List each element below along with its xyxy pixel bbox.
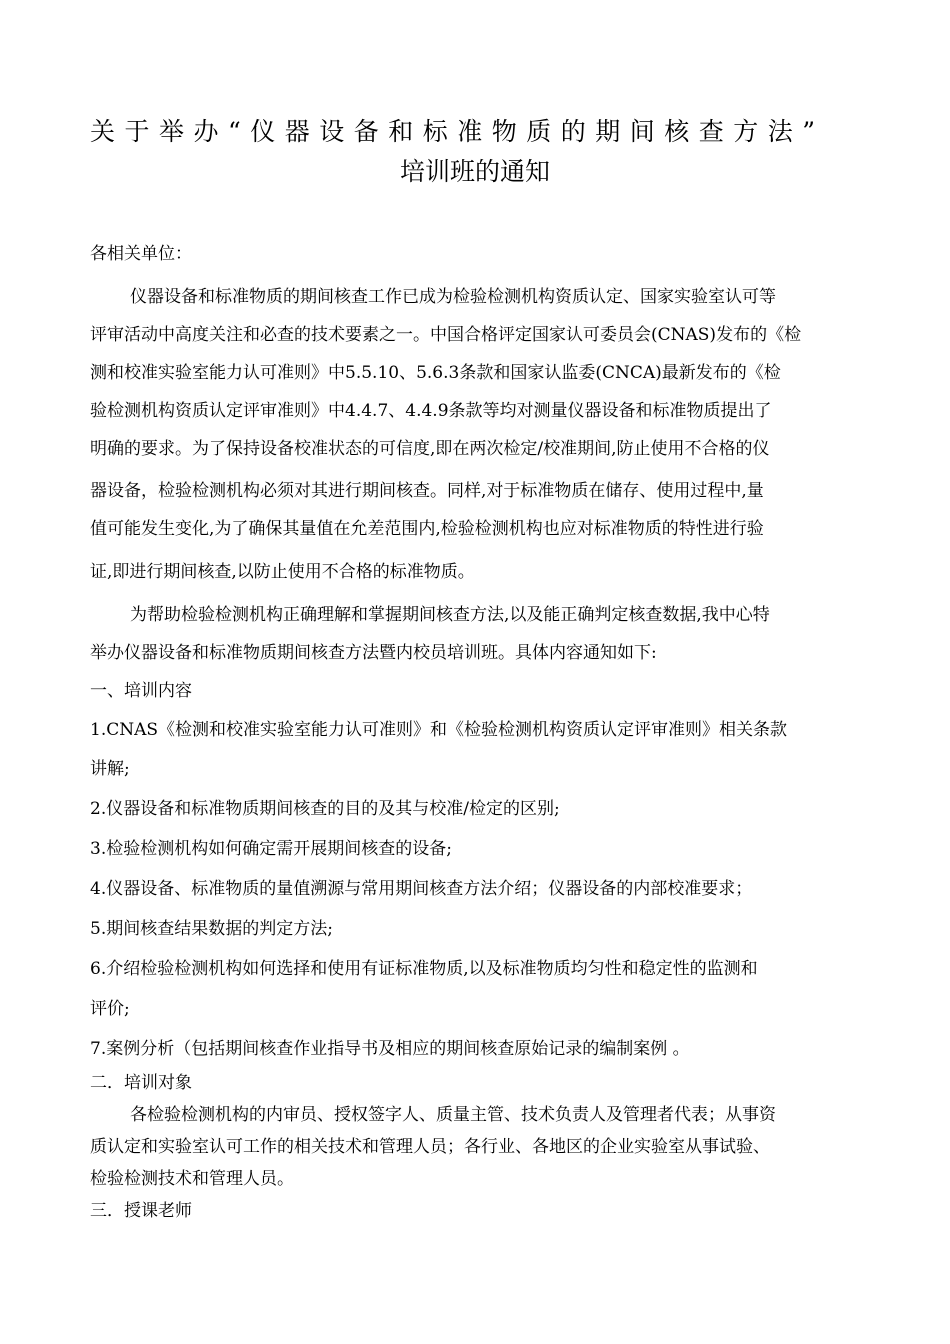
- list-item: 2.仪器设备和标准物质期间核查的目的及其与校准/检定的区别;: [90, 799, 560, 819]
- paragraph-line: 质认定和实验室认可工作的相关技术和管理人员；各行业、各地区的企业实验室从事试验、: [90, 1137, 770, 1157]
- paragraph-line: 证,即进行期间核查,以防止使用不合格的标准物质。: [90, 562, 475, 582]
- paragraph-line: 值可能发生变化,为了确保其量值在允差范围内,检验检测机构也应对标准物质的特性进行验: [90, 519, 764, 539]
- paragraph-line: 各检验检测机构的内审员、授权签字人、质量主管、技术负责人及管理者代表；从事资: [130, 1105, 776, 1125]
- title-line-2: 培训班的通知: [399, 157, 550, 186]
- paragraph-line: 测和校准实验室能力认可准则》中5.5.10、5.6.3条款和国家认监委(CNCA)最新发布的《检: [90, 363, 781, 383]
- list-item: 讲解;: [90, 759, 130, 779]
- list-item: 1.CNAS《检测和校准实验室能力认可准则》和《检验检测机构资质认定评审准则》相关条款: [90, 720, 788, 740]
- title-line-1: 关于举办“仪器设备和标准物质的期间核查方法”: [90, 117, 825, 146]
- list-item: 6.介绍检验检测机构如何选择和使用有证标准物质,以及标准物质均匀性和稳定性的监测和: [90, 959, 758, 979]
- paragraph-line: 举办仪器设备和标准物质期间核查方法暨内校员培训班。具体内容通知如下:: [90, 643, 657, 663]
- paragraph-line: 评审活动中高度关注和必查的技术要素之一。中国合格评定国家认可委员会(CNAS)发布的《检: [90, 325, 802, 345]
- list-item: 3.检验检测机构如何确定需开展期间核查的设备;: [90, 839, 452, 859]
- list-item: 4.仪器设备、标准物质的量值溯源与常用期间核查方法介绍；仪器设备的内部校准要求；: [90, 879, 753, 899]
- paragraph-line: 仪器设备和标准物质的期间核查工作已成为检验检测机构资质认定、国家实验室认可等: [130, 287, 776, 307]
- salutation: 各相关单位：: [90, 244, 192, 264]
- paragraph-line: 检验检测技术和管理人员。: [90, 1169, 294, 1189]
- list-item: 评价;: [90, 999, 130, 1019]
- section-heading: 一、培训内容: [90, 681, 192, 701]
- section-heading: 三．授课老师: [90, 1201, 192, 1221]
- paragraph-line: 为帮助检验检测机构正确理解和掌握期间核查方法,以及能正确判定核查数据,我中心特: [130, 605, 770, 625]
- paragraph-line: 明确的要求。为了保持设备校准状态的可信度,即在两次检定/校准期间,防止使用不合格的仪: [90, 439, 770, 459]
- list-item: 5.期间核查结果数据的判定方法;: [90, 919, 333, 939]
- list-item: 7.案例分析（包括期间核查作业指导书及相应的期间核查原始记录的编制案例 。: [90, 1039, 690, 1059]
- paragraph-line: 器设备，检验检测机构必须对其进行期间核查。同样,对于标准物质在储存、使用过程中,量: [90, 481, 764, 501]
- paragraph-line: 验检测机构资质认定评审准则》中4.4.7、4.4.9条款等均对测量仪器设备和标准物质提出了: [90, 401, 772, 421]
- section-heading: 二．培训对象: [90, 1073, 192, 1093]
